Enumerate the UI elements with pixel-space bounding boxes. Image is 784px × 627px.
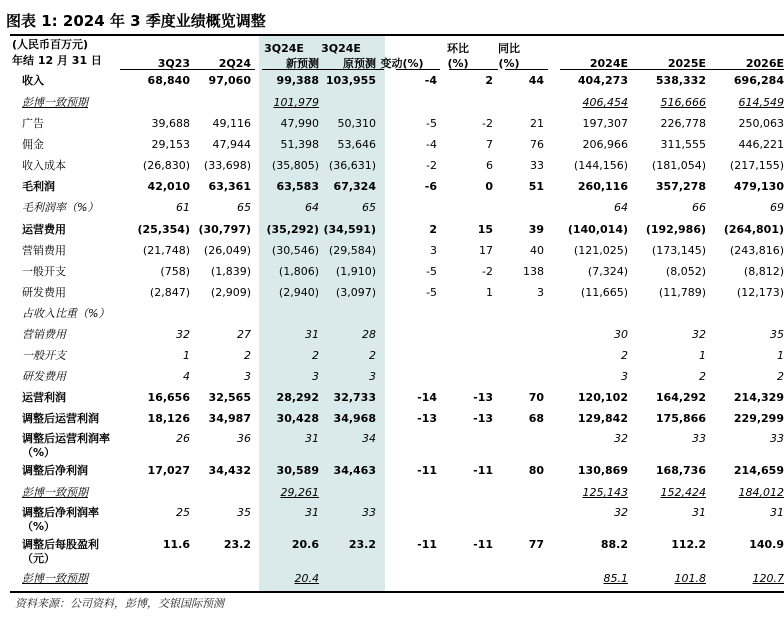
header-rule [120, 69, 255, 70]
table-bottom-rule [10, 591, 784, 593]
row-label: 运营利润 [22, 391, 66, 404]
column-header-2q24: 2Q24 [218, 57, 251, 70]
table-cell-3q24e-new: 99,388 [276, 74, 319, 87]
table-cell-3q24e-new: 101,979 [273, 96, 319, 109]
table-cell-2025e: (181,054) [651, 159, 706, 172]
table-cell-3q24e-new: 3 [312, 370, 319, 383]
table-cell-2025e: 168,736 [655, 464, 706, 477]
table-cell-2024e: 129,842 [577, 412, 628, 425]
table-cell-3q24e-new: (2,940) [278, 286, 319, 299]
table-cell-2026e: 446,221 [738, 138, 784, 151]
table-cell-change: -5 [426, 265, 437, 278]
table-cell-3q24e-old: 34 [362, 432, 376, 445]
table-cell-3q23: 16,656 [147, 391, 190, 404]
table-cell-2024e: 120,102 [577, 391, 628, 404]
header-rule [560, 69, 784, 70]
table-cell-2q24: 27 [237, 328, 251, 341]
table-cell-2q24: (2,909) [210, 286, 251, 299]
table-cell-2025e: 101.8 [674, 572, 706, 585]
column-header-qoq: (%) [447, 57, 469, 70]
table-cell-qoq: 17 [479, 244, 493, 257]
table-cell-2024e: 125,143 [582, 486, 628, 499]
table-cell-2024e: 130,869 [577, 464, 628, 477]
table-cell-qoq: 6 [486, 159, 493, 172]
table-cell-qoq: -2 [482, 265, 493, 278]
table-cell-2025e: (173,145) [651, 244, 706, 257]
table-cell-3q24e-new: 31 [305, 506, 319, 519]
row-label: 营销费用 [22, 244, 66, 257]
table-cell-2026e: 696,284 [733, 74, 784, 87]
table-cell-3q24e-new: 30,589 [276, 464, 319, 477]
row-label: 收入 [22, 74, 44, 87]
table-cell-2025e: 33 [692, 432, 706, 445]
table-cell-3q23: 18,126 [147, 412, 190, 425]
table-cell-2026e: 614,549 [738, 96, 784, 109]
table-cell-3q24e-old: 2 [369, 349, 376, 362]
table-cell-2024e: (121,025) [573, 244, 628, 257]
table-cell-2024e: 404,273 [577, 74, 628, 87]
table-cell-qoq: 15 [477, 223, 493, 236]
row-label: 运营费用 [22, 223, 66, 236]
table-cell-2024e: 3 [621, 370, 628, 383]
table-cell-2026e: (217,155) [729, 159, 784, 172]
table-cell-3q23: (758) [160, 265, 190, 278]
table-cell-yoy: 44 [528, 74, 544, 87]
row-label: 彭博一致预期 [22, 486, 88, 499]
table-cell-3q23: 4 [183, 370, 190, 383]
table-cell-3q24e-old: (1,910) [335, 265, 376, 278]
table-cell-qoq: 1 [486, 286, 493, 299]
table-cell-2026e: 250,063 [738, 117, 784, 130]
table-cell-2026e: 120.7 [752, 572, 784, 585]
table-cell-2026e: 1 [777, 349, 784, 362]
table-cell-2026e: (8,812) [743, 265, 784, 278]
table-cell-3q24e-old: 3 [369, 370, 376, 383]
table-cell-2026e: 229,299 [733, 412, 784, 425]
source-note: 资料来源：公司资料，彭博，交银国际预测 [15, 597, 224, 610]
table-cell-yoy: 70 [528, 391, 544, 404]
table-cell-qoq: -11 [473, 538, 493, 551]
table-cell-3q24e-old: 23.2 [348, 538, 376, 551]
table-cell-2025e: 516,666 [660, 96, 706, 109]
table-cell-2024e: 32 [614, 432, 628, 445]
table-cell-change: 2 [429, 223, 437, 236]
table-cell-2025e: 1 [699, 349, 706, 362]
row-label: 研发费用 [22, 286, 66, 299]
header-rule [505, 69, 548, 70]
table-cell-3q24e-new: (35,805) [271, 159, 319, 172]
table-cell-3q24e-new: 20.6 [291, 538, 319, 551]
table-cell-2026e: 214,659 [733, 464, 784, 477]
table-cell-yoy: 76 [530, 138, 544, 151]
row-label: 彭博一致预期 [22, 572, 88, 585]
table-cell-3q23: 17,027 [147, 464, 190, 477]
row-label: 毛利润 [22, 180, 55, 193]
table-cell-2026e: 140.9 [749, 538, 784, 551]
row-label: 调整后运营利润率 [22, 432, 110, 445]
table-cell-yoy: 68 [528, 412, 544, 425]
table-cell-3q24e-old: (3,097) [335, 286, 376, 299]
table-cell-2q24: 34,432 [208, 464, 251, 477]
table-cell-3q23: (25,354) [137, 223, 190, 236]
table-cell-2q24: 47,944 [212, 138, 251, 151]
table-cell-2025e: 357,278 [655, 180, 706, 193]
table-cell-3q24e-new: 30,428 [276, 412, 319, 425]
table-cell-2026e: 35 [770, 328, 784, 341]
table-cell-3q24e-old: 103,955 [325, 74, 376, 87]
table-cell-2024e: (140,014) [567, 223, 628, 236]
table-cell-2024e: (11,665) [580, 286, 628, 299]
row-label: 彭博一致预期 [22, 96, 88, 109]
column-header-yoy: (%) [498, 57, 520, 70]
table-cell-3q24e-new: 64 [305, 201, 319, 214]
table-cell-2026e: (12,173) [736, 286, 784, 299]
table-cell-change: -5 [426, 117, 437, 130]
table-cell-3q23: (26,830) [142, 159, 190, 172]
table-cell-yoy: 138 [523, 265, 544, 278]
table-cell-2025e: (11,789) [658, 286, 706, 299]
table-cell-2026e: 184,012 [738, 486, 784, 499]
table-cell-3q23: 39,688 [151, 117, 190, 130]
table-cell-3q24e-old: 32,733 [333, 391, 376, 404]
table-cell-3q24e-new: 51,398 [280, 138, 319, 151]
table-cell-2024e: 85.1 [603, 572, 628, 585]
table-cell-2q24: 63,361 [208, 180, 251, 193]
table-cell-2q24: (30,797) [198, 223, 251, 236]
table-cell-3q24e-new: 20.4 [294, 572, 319, 585]
table-cell-2024e: (144,156) [573, 159, 628, 172]
table-cell-yoy: 3 [537, 286, 544, 299]
table-cell-change: -2 [426, 159, 437, 172]
table-cell-2q24: 97,060 [208, 74, 251, 87]
table-cell-yoy: 21 [530, 117, 544, 130]
table-cell-3q24e-new: 2 [312, 349, 319, 362]
table-cell-yoy: 80 [528, 464, 544, 477]
table-cell-3q23: (2,847) [149, 286, 190, 299]
table-cell-2024e: 260,116 [577, 180, 628, 193]
table-cell-2q24: 65 [237, 201, 251, 214]
row-label: 调整后净利润率 [22, 506, 99, 519]
table-cell-2024e: 206,966 [582, 138, 628, 151]
table-cell-qoq: -2 [482, 117, 493, 130]
table-cell-2025e: 226,778 [660, 117, 706, 130]
column-header-2025e: 2025E [667, 57, 706, 70]
table-cell-2q24: 36 [237, 432, 251, 445]
fiscal-year-label: 年结 12 月 31 日 [12, 54, 102, 67]
table-cell-2025e: 538,332 [655, 74, 706, 87]
table-cell-3q24e-old: 53,646 [337, 138, 376, 151]
table-cell-2q24: 3 [244, 370, 251, 383]
table-cell-change: 3 [430, 244, 437, 257]
table-cell-3q24e-new: 47,990 [280, 117, 319, 130]
table-cell-2025e: 311,555 [660, 138, 706, 151]
table-cell-change: -11 [417, 538, 437, 551]
column-header-change: 变动(%) [380, 57, 424, 70]
table-cell-change: -14 [417, 391, 437, 404]
table-cell-2q24: 32,565 [208, 391, 251, 404]
row-label: 调整后运营利润 [22, 412, 99, 425]
row-label: 广告 [22, 117, 44, 130]
table-cell-2024e: 88.2 [600, 538, 628, 551]
table-cell-2025e: 152,424 [660, 486, 706, 499]
table-cell-2q24: 34,987 [208, 412, 251, 425]
row-label: 一般开支 [22, 265, 66, 278]
table-cell-3q23: 42,010 [147, 180, 190, 193]
table-cell-3q24e-old: 67,324 [333, 180, 376, 193]
column-header-yoy-line1: 同比 [498, 42, 520, 55]
table-cell-qoq: -13 [473, 391, 493, 404]
table-cell-3q23: 25 [176, 506, 190, 519]
table-cell-qoq: -13 [473, 412, 493, 425]
table-cell-2025e: 175,866 [655, 412, 706, 425]
table-cell-2q24: 35 [237, 506, 251, 519]
column-header-3q23: 3Q23 [157, 57, 190, 70]
table-cell-2025e: 2 [699, 370, 706, 383]
row-label-continued: （%） [22, 446, 56, 459]
table-cell-2024e: 406,454 [582, 96, 628, 109]
table-cell-yoy: 40 [530, 244, 544, 257]
table-cell-3q23: 29,153 [151, 138, 190, 151]
table-cell-2025e: 112.2 [671, 538, 706, 551]
column-header-2026e: 2026E [745, 57, 784, 70]
row-label: 毛利润率（%） [22, 201, 99, 214]
table-cell-change: -13 [417, 412, 437, 425]
table-cell-yoy: 51 [528, 180, 544, 193]
table-cell-3q24e-new: 31 [305, 328, 319, 341]
table-cell-2q24: 23.2 [223, 538, 251, 551]
table-cell-3q23: 32 [176, 328, 190, 341]
table-cell-2025e: 164,292 [655, 391, 706, 404]
row-label: 收入成本 [22, 159, 66, 172]
table-cell-change: -6 [424, 180, 437, 193]
table-cell-change: -11 [417, 464, 437, 477]
table-cell-2026e: (264,801) [723, 223, 784, 236]
table-cell-yoy: 39 [528, 223, 544, 236]
table-cell-3q24e-old: (36,631) [328, 159, 376, 172]
unit-label: (人民币百万元) [12, 38, 89, 51]
table-cell-2026e: 2 [777, 370, 784, 383]
row-label: 佣金 [22, 138, 44, 151]
table-cell-2026e: (243,816) [729, 244, 784, 257]
table-cell-3q24e-old: 33 [362, 506, 376, 519]
table-cell-3q23: 68,840 [147, 74, 190, 87]
header-rule [396, 69, 440, 70]
table-cell-2024e: 2 [621, 349, 628, 362]
table-cell-2024e: 197,307 [582, 117, 628, 130]
table-cell-3q24e-old: 34,968 [333, 412, 376, 425]
table-cell-2024e: 32 [614, 506, 628, 519]
table-cell-2q24: (33,698) [203, 159, 251, 172]
table-cell-3q24e-new: (35,292) [266, 223, 319, 236]
table-cell-2026e: 214,329 [733, 391, 784, 404]
table-cell-2024e: 64 [614, 201, 628, 214]
table-cell-3q24e-old: 28 [362, 328, 376, 341]
table-cell-qoq: -11 [473, 464, 493, 477]
column-header-2024e: 2024E [589, 57, 628, 70]
row-label: 研发费用 [22, 370, 66, 383]
table-cell-2q24: 49,116 [212, 117, 251, 130]
table-cell-3q24e-old: 65 [362, 201, 376, 214]
table-cell-2q24: 2 [244, 349, 251, 362]
table-cell-2024e: (7,324) [587, 265, 628, 278]
table-cell-yoy: 77 [528, 538, 544, 551]
table-cell-2024e: 30 [614, 328, 628, 341]
table-cell-change: -4 [424, 74, 437, 87]
title-rule [10, 34, 784, 36]
column-header-3q24e-old: 原预测 [343, 57, 376, 70]
table-cell-2q24: (1,839) [210, 265, 251, 278]
row-label: 占收入比重（%） [22, 307, 110, 320]
table-cell-3q24e-new: 31 [305, 432, 319, 445]
table-cell-3q24e-new: 63,583 [276, 180, 319, 193]
table-cell-2026e: 31 [770, 506, 784, 519]
table-cell-3q24e-old: (29,584) [328, 244, 376, 257]
table-cell-3q24e-new: (1,806) [278, 265, 319, 278]
row-label-continued: （%） [22, 520, 56, 533]
row-label: 一般开支 [22, 349, 66, 362]
table-cell-3q23: 1 [183, 349, 190, 362]
table-cell-yoy: 33 [530, 159, 544, 172]
table-cell-3q24e-old: 34,463 [333, 464, 376, 477]
header-rule [262, 69, 384, 70]
table-cell-3q23: 61 [176, 201, 190, 214]
table-cell-qoq: 0 [485, 180, 493, 193]
table-cell-2025e: 32 [692, 328, 706, 341]
table-cell-2025e: (8,052) [665, 265, 706, 278]
table-cell-2026e: 33 [770, 432, 784, 445]
row-label-continued: （元） [22, 552, 55, 565]
table-cell-2026e: 69 [770, 201, 784, 214]
row-label: 营销费用 [22, 328, 66, 341]
table-cell-2q24: (26,049) [203, 244, 251, 257]
table-cell-3q24e-new: (30,546) [271, 244, 319, 257]
table-cell-3q23: (21,748) [142, 244, 190, 257]
table-cell-3q24e-new: 29,261 [280, 486, 319, 499]
row-label: 调整后净利润 [22, 464, 88, 477]
table-cell-qoq: 7 [486, 138, 493, 151]
table-cell-2026e: 479,130 [733, 180, 784, 193]
table-cell-3q24e-new: 28,292 [276, 391, 319, 404]
column-header-qoq-line1: 环比 [447, 42, 469, 55]
table-cell-qoq: 2 [485, 74, 493, 87]
column-header-3q24e-new-line1: 3Q24E [264, 42, 304, 55]
table-cell-3q24e-old: (34,591) [323, 223, 376, 236]
table-cell-change: -5 [426, 286, 437, 299]
table-cell-2025e: 66 [692, 201, 706, 214]
page-title: 图表 1: 2024 年 3 季度业绩概览调整 [6, 12, 266, 30]
row-label: 调整后每股盈利 [22, 538, 99, 551]
table-cell-2025e: (192,986) [645, 223, 706, 236]
column-header-3q24e-new: 新预测 [286, 57, 319, 70]
table-cell-2025e: 31 [692, 506, 706, 519]
table-cell-3q23: 11.6 [162, 538, 190, 551]
table-cell-change: -4 [426, 138, 437, 151]
header-rule [449, 69, 498, 70]
column-header-3q24e-old-line1: 3Q24E [321, 42, 361, 55]
table-cell-3q23: 26 [176, 432, 190, 445]
table-cell-3q24e-old: 50,310 [337, 117, 376, 130]
